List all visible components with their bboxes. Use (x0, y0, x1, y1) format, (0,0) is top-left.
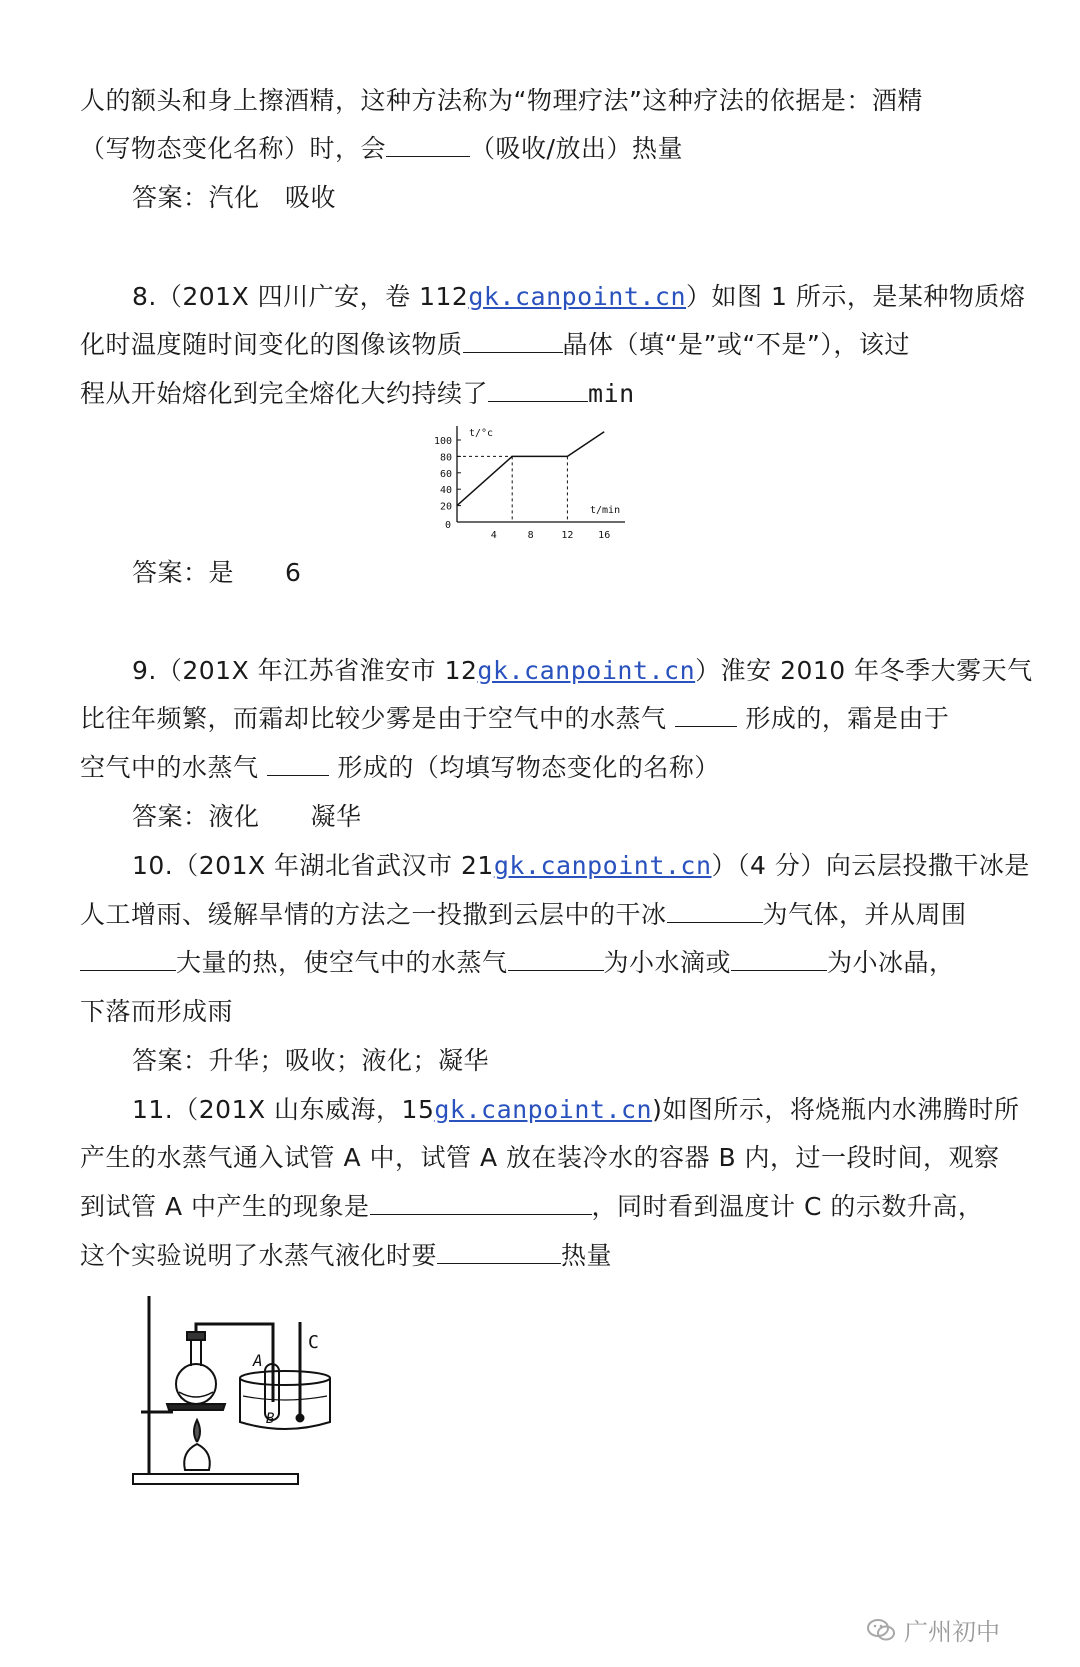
x-tick-label: 4 (490, 530, 497, 541)
q8-line-3: 程从开始熔化到完全熔化大约持续了 min (80, 379, 635, 408)
wechat-icon (866, 1617, 896, 1643)
origin-label: 0 (444, 520, 451, 531)
q8-source-link[interactable]: gk.canpoint.cn (468, 282, 687, 311)
q10-answer: 答案：升华；吸收；液化；凝华 (132, 1046, 490, 1075)
answer-blank (437, 1241, 561, 1264)
alcohol-lamp-icon (184, 1444, 210, 1470)
y-tick-label: 60 (439, 468, 452, 480)
q11-line-2: 产生的水蒸气通入试管 A 中，试管 A 放在装冷水的容器 B 内，过一段时间，观察 (80, 1143, 1000, 1172)
label-b: B (266, 1411, 275, 1427)
answer-blank (80, 948, 176, 971)
x-tick-label: 16 (598, 530, 611, 541)
flask-stopper (187, 1332, 205, 1340)
container-b (240, 1371, 330, 1385)
label-a: A (253, 1351, 263, 1370)
answer-blank (508, 948, 604, 971)
y-tick-label: 100 (433, 436, 452, 447)
q9-line-2: 比往年频繁，而霜却比较少雾是由于空气中的水蒸气 形成的，霜是由于 (80, 704, 950, 733)
experiment-apparatus (125, 1292, 360, 1492)
q9-source-link[interactable]: gk.canpoint.cn (477, 656, 696, 685)
q10-line-4: 下落而形成雨 (80, 997, 234, 1026)
q9-line-1: 9.（201X 年江苏省淮安市 12gk.canpoint.cn）淮安 2010 年冬季大雾天气 (132, 656, 1033, 685)
intro-line-2: （写物态变化名称）时，会 （吸收/放出）热量 (80, 134, 683, 163)
q8-line-1: 8.（201X 四川广安，卷 112gk.canpoint.cn）如图 1 所示，是某种物质熔 (132, 282, 1026, 311)
q11-line-3: 到试管 A 中产生的现象是 ，同时看到温度计 C 的示数升高， (80, 1192, 984, 1221)
q10-line-2: 人工增雨、缓解旱情的方法之一投撒到云层中的干冰 为气体，并从周围 (80, 900, 967, 929)
x-tick-label: 12 (561, 530, 574, 541)
q10-line-1: 10.（201X 年湖北省武汉市 21gk.canpoint.cn）（4 分）向云层投撒干冰是 (132, 851, 1030, 880)
q9-answer: 答案：液化 凝华 (132, 802, 362, 831)
q10-line-3: 大量的热，使空气中的水蒸气 为小水滴或 为小冰晶， (80, 948, 955, 978)
flask-icon (176, 1364, 216, 1404)
intro-answer: 答案：汽化 吸收 (132, 183, 337, 212)
answer-blank (667, 900, 763, 923)
watermark-text: 广州初中 (904, 1618, 1000, 1646)
answer-blank (463, 330, 563, 353)
answer-blank (386, 134, 470, 157)
q9-line-3: 空气中的水蒸气 形成的（均填写物态变化的名称） (80, 753, 720, 782)
intro-line-1: 人的额头和身上擦酒精，这种方法称为“物理疗法”这种疗法的依据是：酒精 (80, 86, 923, 115)
melting-chart (425, 422, 635, 547)
x-axis-label: t/min (590, 505, 621, 516)
flame-icon (194, 1420, 200, 1442)
q11-source-link[interactable]: gk.canpoint.cn (434, 1095, 653, 1124)
watermark (866, 1612, 1000, 1647)
y-tick-label: 80 (439, 452, 452, 464)
y-tick-label: 40 (439, 485, 452, 497)
apparatus-base (133, 1474, 298, 1484)
q10-source-link[interactable]: gk.canpoint.cn (493, 851, 712, 880)
answer-blank (675, 704, 737, 727)
q8-answer: 答案：是 6 (132, 558, 302, 587)
q11-line-4: 这个实验说明了水蒸气液化时要 热量 (80, 1241, 613, 1270)
answer-blank (370, 1192, 592, 1215)
answer-blank (731, 948, 827, 971)
answer-blank (267, 753, 329, 776)
x-tick-label: 8 (527, 530, 534, 541)
series-line (457, 432, 604, 506)
y-tick-label: 20 (439, 501, 452, 513)
answer-blank (488, 379, 588, 402)
label-c: C (308, 1332, 319, 1353)
q8-line-2: 化时温度随时间变化的图像该物质 晶体（填“是”或“不是”），该过 (80, 330, 910, 359)
y-axis-label: t/°c (469, 428, 494, 439)
q11-line-1: 11.（201X 山东威海，15gk.canpoint.cn)如图所示，将烧瓶内水沸腾时所 (132, 1095, 1020, 1124)
